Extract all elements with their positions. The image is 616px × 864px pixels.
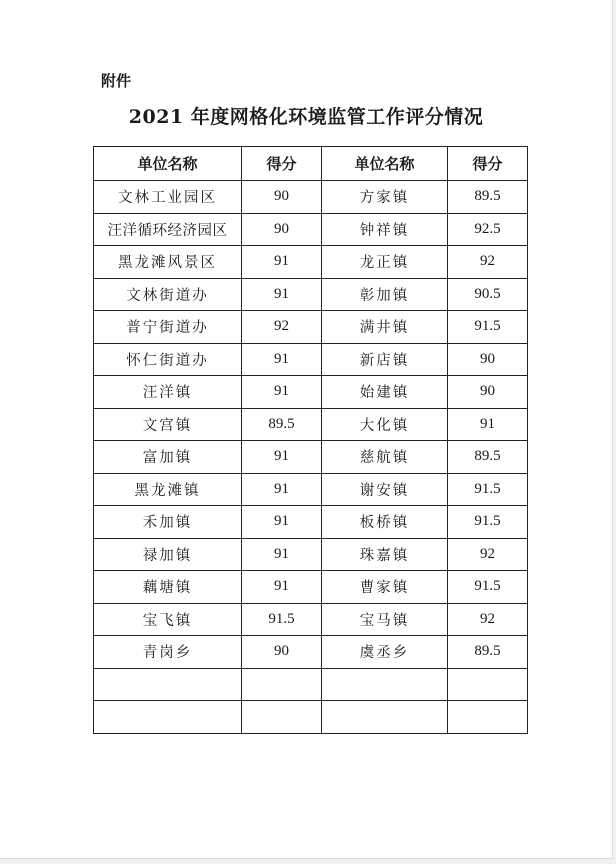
cell-score: 91.5 bbox=[448, 311, 528, 344]
cell-unit-name: 大化镇 bbox=[322, 408, 448, 441]
cell-score: 92 bbox=[448, 603, 528, 636]
cell-unit-name: 谢安镇 bbox=[322, 473, 448, 506]
cell-score: 90 bbox=[242, 181, 322, 214]
cell-score: 91 bbox=[242, 376, 322, 409]
table-row bbox=[94, 668, 528, 701]
table-row bbox=[94, 473, 528, 506]
cell-score: 90 bbox=[448, 343, 528, 376]
cell-unit-name: 汪洋循环经济园区 bbox=[94, 213, 242, 246]
table-row bbox=[94, 636, 528, 669]
cell-unit-name bbox=[322, 668, 448, 701]
cell-score: 92 bbox=[448, 538, 528, 571]
cell-score: 89.5 bbox=[242, 408, 322, 441]
cell-score bbox=[448, 701, 528, 734]
cell-score: 92.5 bbox=[448, 213, 528, 246]
cell-unit-name: 禄加镇 bbox=[94, 538, 242, 571]
header-unit-name-2: 单位名称 bbox=[322, 147, 448, 181]
cell-score bbox=[448, 668, 528, 701]
cell-score: 91 bbox=[242, 473, 322, 506]
cell-score bbox=[242, 701, 322, 734]
cell-unit-name: 文林工业园区 bbox=[94, 181, 242, 214]
cell-score: 89.5 bbox=[448, 181, 528, 214]
cell-unit-name: 虞丞乡 bbox=[322, 636, 448, 669]
cell-score: 91 bbox=[242, 506, 322, 539]
cell-unit-name bbox=[94, 701, 242, 734]
cell-unit-name: 文宫镇 bbox=[94, 408, 242, 441]
cell-score: 92 bbox=[448, 246, 528, 279]
cell-score: 91 bbox=[242, 441, 322, 474]
cell-unit-name: 黑龙滩镇 bbox=[94, 473, 242, 506]
cell-unit-name: 文林街道办 bbox=[94, 278, 242, 311]
cell-score: 91 bbox=[242, 571, 322, 604]
cell-score: 91 bbox=[242, 278, 322, 311]
score-table bbox=[93, 146, 528, 734]
cell-score: 91.5 bbox=[448, 506, 528, 539]
cell-score: 91 bbox=[242, 538, 322, 571]
cell-score: 91 bbox=[448, 408, 528, 441]
cell-score: 91 bbox=[242, 246, 322, 279]
cell-score: 89.5 bbox=[448, 441, 528, 474]
table-row bbox=[94, 343, 528, 376]
table-row bbox=[94, 181, 528, 214]
cell-unit-name: 怀仁街道办 bbox=[94, 343, 242, 376]
table-row bbox=[94, 701, 528, 734]
cell-unit-name: 富加镇 bbox=[94, 441, 242, 474]
cell-score: 89.5 bbox=[448, 636, 528, 669]
cell-unit-name: 满井镇 bbox=[322, 311, 448, 344]
cell-unit-name: 黑龙滩风景区 bbox=[94, 246, 242, 279]
header-score-1: 得分 bbox=[242, 147, 322, 181]
header-score-2: 得分 bbox=[448, 147, 528, 181]
cell-score: 90 bbox=[242, 636, 322, 669]
cell-score bbox=[242, 668, 322, 701]
cell-score: 90.5 bbox=[448, 278, 528, 311]
cell-unit-name bbox=[94, 668, 242, 701]
table-row bbox=[94, 278, 528, 311]
cell-unit-name: 禾加镇 bbox=[94, 506, 242, 539]
table-row bbox=[94, 506, 528, 539]
cell-score: 91.5 bbox=[448, 571, 528, 604]
cell-unit-name: 彰加镇 bbox=[322, 278, 448, 311]
cell-unit-name: 新店镇 bbox=[322, 343, 448, 376]
header-unit-name-1: 单位名称 bbox=[94, 147, 242, 181]
cell-unit-name: 青岗乡 bbox=[94, 636, 242, 669]
cell-unit-name: 始建镇 bbox=[322, 376, 448, 409]
table-row bbox=[94, 441, 528, 474]
cell-unit-name: 钟祥镇 bbox=[322, 213, 448, 246]
cell-score: 90 bbox=[448, 376, 528, 409]
table-row bbox=[94, 408, 528, 441]
cell-score: 90 bbox=[242, 213, 322, 246]
table-row bbox=[94, 246, 528, 279]
cell-unit-name: 宝马镇 bbox=[322, 603, 448, 636]
cell-score: 91 bbox=[242, 343, 322, 376]
table-row bbox=[94, 603, 528, 636]
cell-unit-name: 藕塘镇 bbox=[94, 571, 242, 604]
table-row bbox=[94, 311, 528, 344]
cell-unit-name: 慈航镇 bbox=[322, 441, 448, 474]
cell-unit-name: 珠嘉镇 bbox=[322, 538, 448, 571]
table-header-row bbox=[94, 147, 528, 181]
table-row bbox=[94, 376, 528, 409]
cell-unit-name: 曹家镇 bbox=[322, 571, 448, 604]
cell-unit-name: 普宁街道办 bbox=[94, 311, 242, 344]
cell-unit-name: 板桥镇 bbox=[322, 506, 448, 539]
attachment-label: 附件 bbox=[101, 72, 132, 90]
page-title: 2021 年度网格化环境监管工作评分情况 bbox=[128, 106, 484, 128]
table-row bbox=[94, 213, 528, 246]
cell-unit-name: 宝飞镇 bbox=[94, 603, 242, 636]
cell-unit-name: 龙正镇 bbox=[322, 246, 448, 279]
cell-score: 91.5 bbox=[448, 473, 528, 506]
cell-score: 91.5 bbox=[242, 603, 322, 636]
cell-unit-name bbox=[322, 701, 448, 734]
cell-unit-name: 方家镇 bbox=[322, 181, 448, 214]
table-row bbox=[94, 538, 528, 571]
cell-unit-name: 汪洋镇 bbox=[94, 376, 242, 409]
cell-score: 92 bbox=[242, 311, 322, 344]
table-row bbox=[94, 571, 528, 604]
